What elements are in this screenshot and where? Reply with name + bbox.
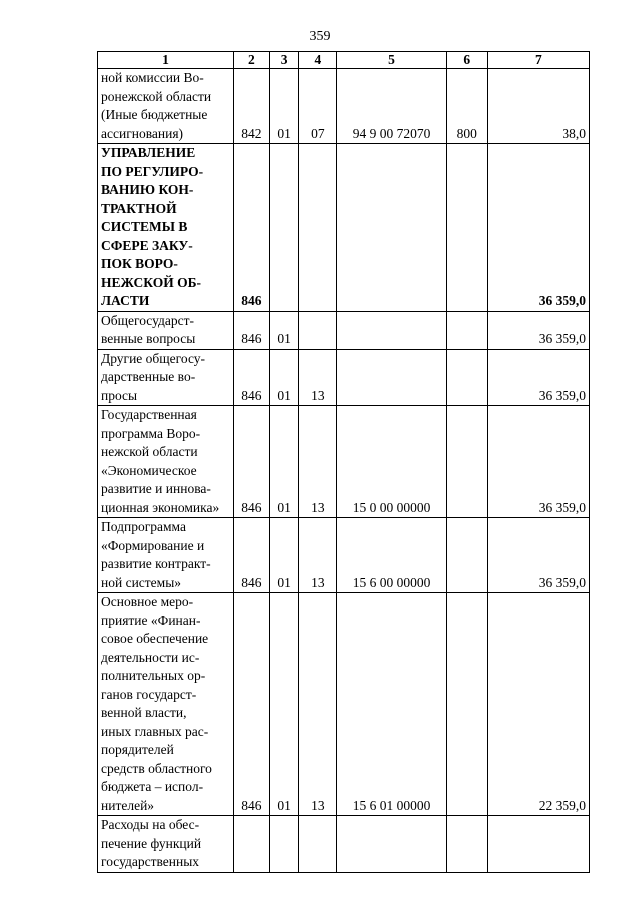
name-line: ганов государст-: [101, 686, 197, 702]
table-row: [98, 816, 590, 873]
rz-cell: 01: [269, 518, 299, 593]
name-line: порядителей: [101, 742, 174, 757]
rz-cell: 01: [269, 406, 299, 518]
name-line: ной системы»: [101, 574, 182, 590]
name-cell: [98, 69, 234, 144]
table-row: [98, 593, 590, 816]
name-line: венные вопросы: [101, 331, 196, 346]
name-line: «Формирование и: [101, 537, 205, 553]
name-line: СФЕРЕ ЗАКУ-: [101, 237, 193, 253]
name-line: Подпрограмма: [101, 519, 186, 534]
name-line: полнительных ор-: [101, 668, 206, 683]
rz-cell: [269, 816, 299, 873]
sum-cell: 38,0: [487, 69, 589, 144]
name-line: печение функций: [101, 835, 202, 851]
rz-cell: 01: [269, 311, 299, 349]
name-line: Другие общегосу-: [101, 350, 206, 366]
name-line: нежской области: [101, 444, 198, 459]
table-row: [98, 69, 590, 144]
vr-cell: [446, 406, 487, 518]
header-col-2: 2: [234, 52, 270, 69]
rz-cell: 01: [269, 349, 299, 406]
pr-cell: 13: [299, 593, 337, 816]
name-cell: [98, 144, 234, 312]
name-line: ной комиссии Во-: [101, 70, 204, 85]
pr-cell: 07: [299, 69, 337, 144]
ved-cell: 846: [234, 144, 270, 312]
name-line: Государственная: [101, 407, 197, 422]
name-line: государственных: [101, 854, 200, 869]
csr-cell: [337, 816, 446, 873]
name-line: (Иные бюджетные: [101, 107, 208, 122]
vr-cell: [446, 311, 487, 349]
name-line: венной власти,: [101, 705, 187, 720]
rz-cell: [269, 144, 299, 312]
name-cell: [98, 406, 234, 518]
name-line: просы: [101, 387, 138, 403]
ved-cell: [234, 816, 270, 873]
vr-cell: 800: [446, 69, 487, 144]
header-col-5: 5: [337, 52, 446, 69]
name-line: дарственные во-: [101, 369, 196, 384]
name-cell: [98, 816, 234, 873]
csr-cell: 15 6 00 00000: [337, 518, 446, 593]
vr-cell: [446, 593, 487, 816]
budget-table: [97, 51, 590, 873]
sum-cell: [487, 816, 589, 873]
sum-cell: 36 359,0: [487, 311, 589, 349]
sum-cell: 22 359,0: [487, 593, 589, 816]
name-line: развитие и иннова-: [101, 481, 211, 496]
vr-cell: [446, 816, 487, 873]
name-line: ПО РЕГУЛИРО-: [101, 163, 204, 179]
name-line: приятие «Финан-: [101, 612, 201, 628]
name-cell: [98, 311, 234, 349]
header-col-1: 1: [98, 52, 234, 69]
ved-cell: 842: [234, 69, 270, 144]
rz-cell: 01: [269, 69, 299, 144]
header-col-6: 6: [446, 52, 487, 69]
csr-cell: [337, 311, 446, 349]
name-line: Основное меро-: [101, 594, 194, 609]
name-line: СИСТЕМЫ В: [101, 219, 188, 234]
name-line: ЛАСТИ: [101, 293, 150, 308]
name-line: нителей»: [101, 797, 155, 813]
csr-cell: [337, 144, 446, 312]
sum-cell: 36 359,0: [487, 349, 589, 406]
ved-cell: 846: [234, 349, 270, 406]
name-line: ВАНИЮ КОН-: [101, 182, 194, 197]
name-line: бюджета – испол-: [101, 779, 204, 794]
header-col-7: 7: [487, 52, 589, 69]
ved-cell: 846: [234, 406, 270, 518]
sum-cell: 36 359,0: [487, 518, 589, 593]
vr-cell: [446, 349, 487, 406]
name-line: ционная экономика»: [101, 499, 220, 515]
pr-cell: 13: [299, 406, 337, 518]
header-col-3: 3: [269, 52, 299, 69]
name-line: УПРАВЛЕНИЕ: [101, 145, 196, 160]
name-line: ронежской области: [101, 88, 212, 104]
table-row: [98, 518, 590, 593]
name-line: ассигнования): [101, 125, 184, 141]
name-line: Расходы на обес-: [101, 817, 200, 832]
ved-cell: 846: [234, 593, 270, 816]
name-line: средств областного: [101, 760, 212, 776]
name-cell: [98, 349, 234, 406]
name-line: Общегосударст-: [101, 312, 195, 328]
pr-cell: 13: [299, 349, 337, 406]
name-line: развитие контракт-: [101, 556, 211, 571]
name-line: совое обеспечение: [101, 631, 209, 646]
name-line: деятельности ис-: [101, 649, 200, 665]
csr-cell: 15 6 01 00000: [337, 593, 446, 816]
name-line: иных главных рас-: [101, 723, 209, 739]
name-cell: [98, 593, 234, 816]
sum-cell: 36 359,0: [487, 144, 589, 312]
table-header-row: [98, 52, 590, 69]
pr-cell: 13: [299, 518, 337, 593]
name-line: ПОК ВОРО-: [101, 256, 178, 271]
name-line: «Экономическое: [101, 462, 197, 478]
ved-cell: 846: [234, 518, 270, 593]
table-body: [98, 69, 590, 873]
table-row: [98, 406, 590, 518]
csr-cell: 94 9 00 72070: [337, 69, 446, 144]
name-cell: [98, 518, 234, 593]
name-line: ТРАКТНОЙ: [101, 200, 177, 216]
csr-cell: 15 0 00 00000: [337, 406, 446, 518]
name-line: программа Воро-: [101, 425, 201, 441]
sum-cell: 36 359,0: [487, 406, 589, 518]
vr-cell: [446, 518, 487, 593]
table-row: [98, 311, 590, 349]
rz-cell: 01: [269, 593, 299, 816]
header-col-4: 4: [299, 52, 337, 69]
name-line: НЕЖСКОЙ ОБ-: [101, 274, 202, 290]
page-number: 359: [309, 29, 331, 44]
pr-cell: [299, 311, 337, 349]
pr-cell: [299, 144, 337, 312]
pr-cell: [299, 816, 337, 873]
table-row: [98, 144, 590, 312]
table-row: [98, 349, 590, 406]
csr-cell: [337, 349, 446, 406]
ved-cell: 846: [234, 311, 270, 349]
vr-cell: [446, 144, 487, 312]
